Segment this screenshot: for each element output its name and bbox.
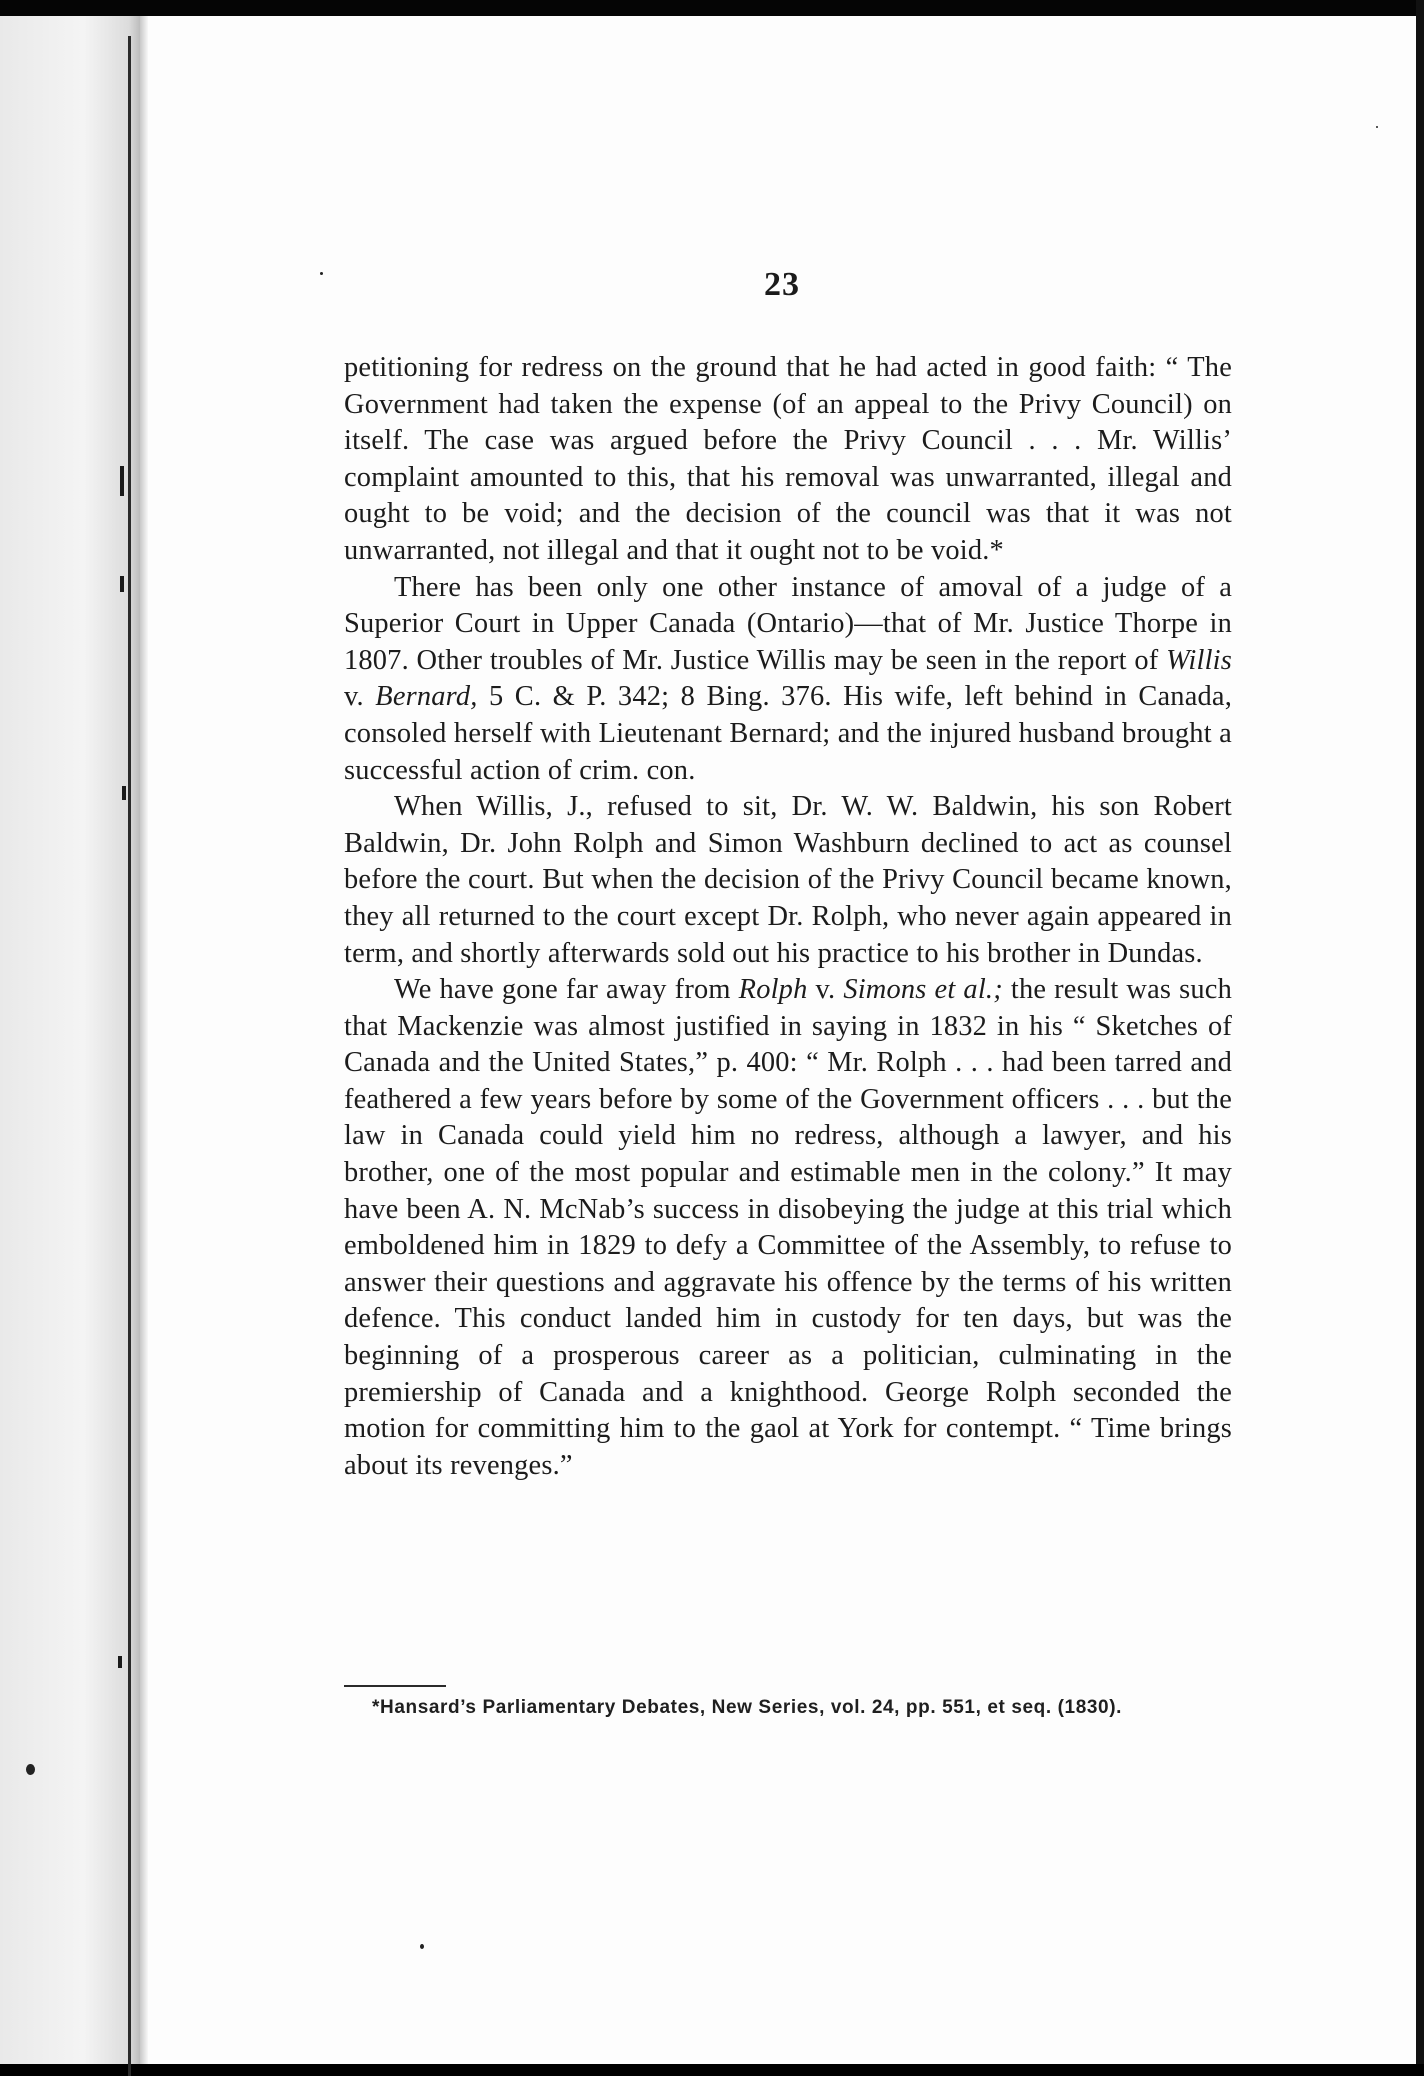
text-run: v. — [807, 974, 844, 1006]
text-run: 5 C. & P. 342; 8 Bing. 376. His wife, left behind in Canada, consoled herself with Lieutenant Bernard; and the injured husband brought a successful action of crim. con. — [344, 681, 1232, 786]
footnote: *Hansard’s Parliamentary Debates, New Series, vol. 24, pp. 551, et seq. (1830). — [372, 1697, 1123, 1718]
ink-speck — [420, 1944, 424, 1949]
ink-speck — [26, 1764, 35, 1775]
ink-speck — [1376, 126, 1378, 128]
gutter-mark — [122, 786, 126, 800]
paragraph — [344, 570, 1232, 790]
gutter-mark — [120, 466, 124, 496]
paragraph — [344, 789, 1232, 972]
scanner-top-band — [0, 0, 1424, 16]
page-edge-shadow — [140, 16, 148, 2064]
paragraph — [344, 972, 1232, 1484]
body-text — [344, 350, 1232, 1484]
text-run: When Willis, J., refused to sit, Dr. W. W. Baldwin, his son Robert Baldwin, Dr. John Rolph and Simon Washburn declined to act as counsel before the court. But when the decision of the Privy Council became known, they all returned to the court except Dr. Rolph, who never again appeared in term, and shortly afterwards sold out his practice to his brother in Dundas. — [344, 791, 1232, 969]
book-page — [148, 16, 1416, 2064]
page-number: 23 — [764, 266, 800, 303]
italic-case-name: Bernard, — [375, 681, 478, 713]
paragraph — [344, 350, 1232, 570]
italic-case-name: Willis — [1166, 644, 1232, 676]
gutter-mark — [120, 576, 124, 592]
text-run: There has been only one other instance of amoval of a judge of a Superior Court in Upper Canada (Ontario)—that of Mr. Justice Thorpe in 1807. Other troubles of Mr. Justice Willis may be seen in the report of — [344, 571, 1232, 676]
text-run: v. — [344, 681, 376, 713]
gutter-binding-line — [128, 36, 131, 2076]
italic-case-name: Rolph — [738, 974, 808, 1006]
text-run: We have gone far away from — [394, 974, 739, 1006]
text-run: petitioning for redress on the ground that he had acted in good faith: “ The Government had taken the expense (of an appeal to the Privy Council) on itself. The case was argued before the Privy Council . . . Mr. Willis’ complaint amounted to this, that his removal was unwarranted, illegal and ought to be void; and the decision of the council was that it was not unwarranted, not illegal and that it ought not to be void.* — [344, 352, 1232, 566]
footnote-rule — [344, 1685, 446, 1687]
gutter-mark — [118, 1656, 122, 1668]
italic-case-name: Simons et al.; — [843, 974, 1003, 1006]
text-run: the result was such that Mackenzie was almost justified in saying in 1832 in his “ Sketches of Canada and the United States,” p. 400: “ Mr. Rolph . . . had been tarred and feathered a few years before by some of the Government officers . . . but the law in Canada could yield him no redress, although a lawyer, and his brother, one of the most popular and estimable men in the colony.” It may have been A. N. McNab’s success in disobeying the judge at this trial which emboldened him in 1829 to defy a Committee of the Assembly, to refuse to answer their questions and aggravate his offence by the terms of his written defence. This conduct landed him in custody for ten days, but was the beginning of a prosperous career as a politician, culminating in the premiership of Canada and a knighthood. George Rolph seconded the motion for committing him to the gaol at York for contempt. “ Time brings about its revenges.” — [344, 974, 1232, 1481]
book-gutter — [0, 16, 140, 2064]
scanner-right-edge — [1416, 0, 1424, 2064]
